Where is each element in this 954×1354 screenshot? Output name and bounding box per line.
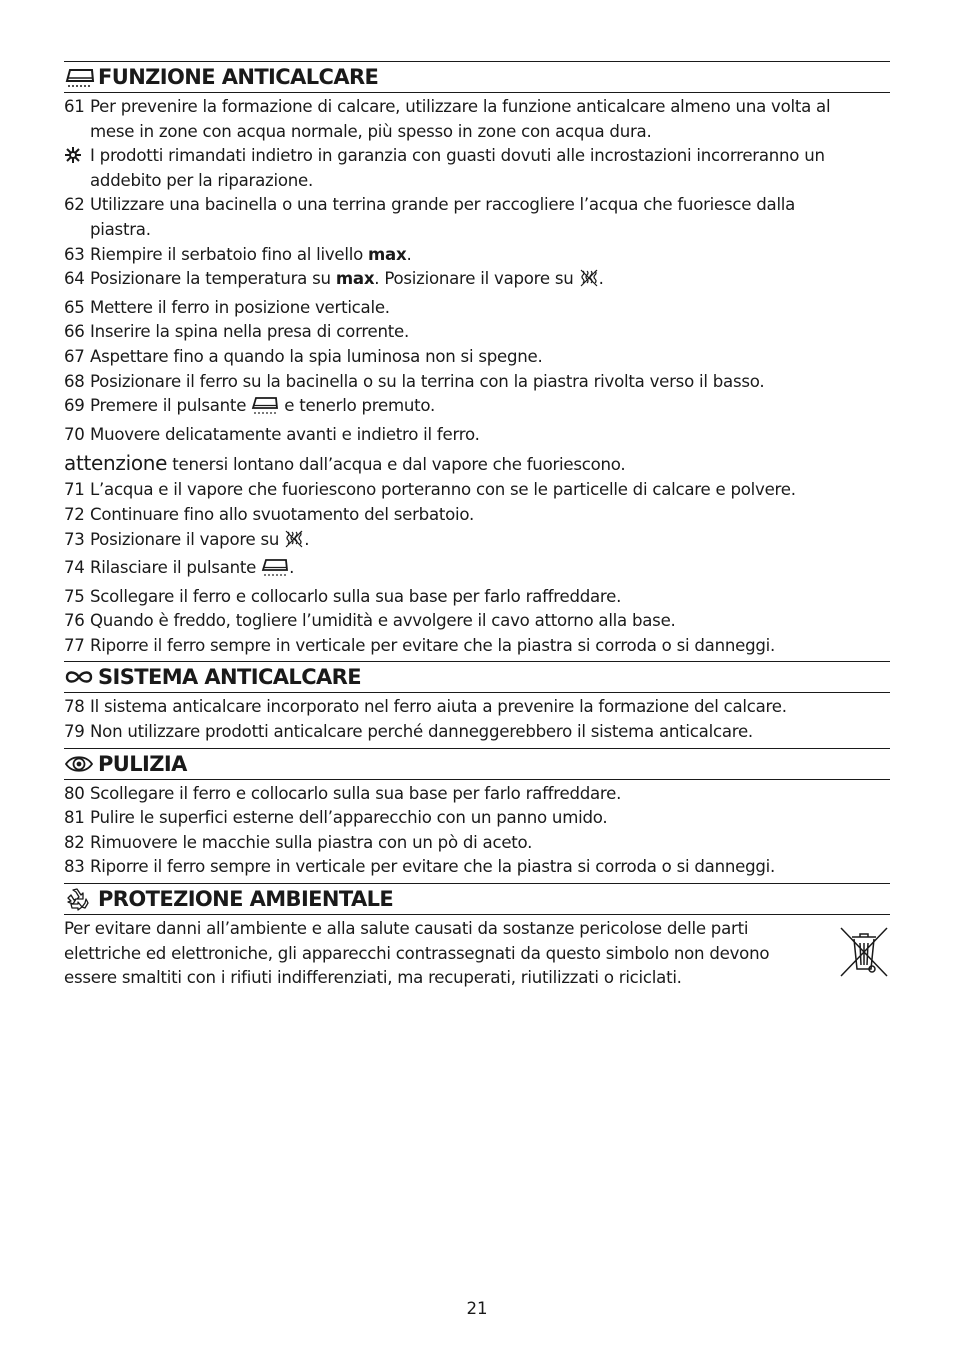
section-title: FUNZIONE ANTICALCARE [98,65,379,89]
list-item-warranty: I prodotti rimandati indietro in garanzia con guasti dovuti alle incrostazioni incorreranno un [64,144,890,169]
steam-off-icon [579,268,599,296]
notice-line: essere smaltiti con i rifiuti indifferenziati, ma recuperati, riutilizzati o riciclati. [64,968,682,988]
section-header-environment [64,883,890,915]
list-item: 68 Posizionare il ferro su la bacinella o su la terrina con la piastra rivolta verso il basso. [64,371,765,391]
list-item: 80 Scollegare il ferro e collocarlo sulla sua base per farlo raffreddare. [64,783,622,803]
list-item: 82 Rimuovere le macchie sulla piastra con un pò di aceto. [64,832,533,852]
steam-off-icon [284,529,304,557]
list-item: 71 L’acqua e il vapore che fuoriescono porteranno con se le particelle di calcare e polvere. [64,480,796,500]
list-item-continuation: mese in zone con acqua normale, più spesso in zone con acqua dura. [90,121,652,141]
list-item: 72 Continuare fino allo svuotamento del serbatoio. [64,504,475,524]
list-item: 61 Per prevenire la formazione di calcare, utilizzare la funzione anticalcare almeno una volta al [64,97,831,116]
instruction-list [64,95,890,658]
list-item-continuation: piastra. [90,219,151,239]
warning-keyword: attenzione [64,451,168,476]
list-item: 70 Muovere delicatamente avanti e indietro il ferro. [64,424,480,444]
list-item: 67 Aspettare fino a quando la spia luminosa non si spegne. [64,346,543,366]
sun-star-icon [64,144,90,169]
section-header-anticalc-function [64,61,890,93]
environment-notice [64,917,890,991]
list-item: 65 Mettere il ferro in posizione verticale. [64,297,390,317]
iron-steam-icon [251,395,279,423]
warning-note: attenzione tenersi lontano dall’acqua e dal vapore che fuoriescono. [64,451,626,476]
list-item: 81 Pulire le superfici esterne dell’apparecchio con un panno umido. [64,808,608,828]
section-title: SISTEMA ANTICALCARE [98,665,361,690]
infinity-icon [64,665,98,689]
list-item: 76 Quando è freddo, togliere l’umidità e avvolgere il cavo attorno alla base. [64,611,676,631]
crossed-bin-icon [838,925,890,991]
notice-line: elettriche ed elettroniche, gli apparecchi contrassegnati da questo simbolo non devono [64,943,770,963]
iron-steam-icon [261,557,289,585]
section-title: PROTEZIONE AMBIENTALE [98,887,394,912]
list-item: 79 Non utilizzare prodotti anticalcare perché danneggerebbero il sistema anticalcare. [64,722,753,742]
list-item: 78 Il sistema anticalcare incorporato nel ferro aiuta a prevenire la formazione del calcare. [64,697,787,717]
iron-steam-icon [64,65,98,89]
list-item: 77 Riporre il ferro sempre in verticale per evitare che la piastra si corroda o si danneggi. [64,635,776,655]
list-item: 75 Scollegare il ferro e collocarlo sulla sua base per farlo raffreddare. [64,586,622,606]
eye-icon [64,752,98,776]
notice-line: Per evitare danni all’ambiente e alla salute causati da sostanze pericolose delle parti [64,919,749,939]
section-header-cleaning [64,748,890,780]
list-item: 66 Inserire la spina nella presa di corrente. [64,322,410,342]
section-header-anticalc-system [64,661,890,693]
list-item: 69 Premere il pulsante e tenerlo premuto. [64,394,890,423]
list-item: 73 Posizionare il vapore su . [64,528,890,557]
list-item: 63 Riempire il serbatoio fino al livello max. [64,244,412,264]
page-number: 21 [466,1299,488,1318]
recycle-icon [64,887,98,911]
section-title: PULIZIA [98,751,187,776]
list-item: 83 Riporre il ferro sempre in verticale per evitare che la piastra si corroda o si danneggi. [64,857,776,877]
manual-page [64,61,890,991]
list-item-continuation: addebito per la riparazione. [90,170,314,190]
list-item: 74 Rilasciare il pulsante . [64,556,890,585]
list-item: 62 Utilizzare una bacinella o una terrina grande per raccogliere l’acqua che fuoriesce dalla [64,195,796,215]
list-item: 64 Posizionare la temperatura su max. Posizionare il vapore su . [64,267,890,296]
